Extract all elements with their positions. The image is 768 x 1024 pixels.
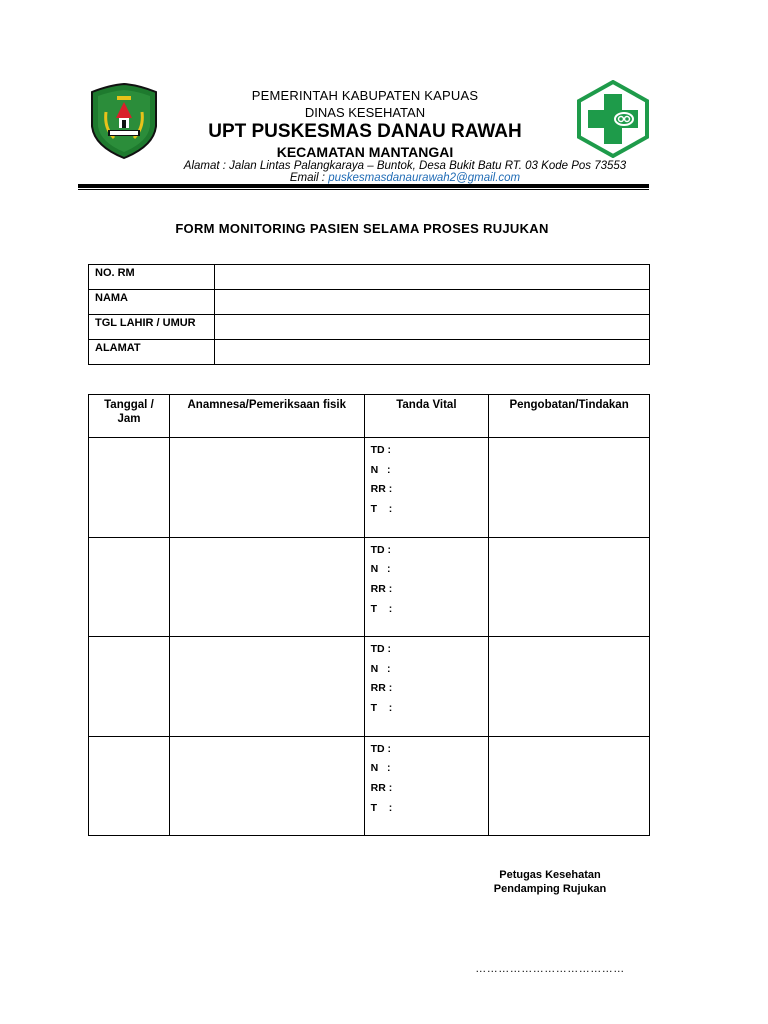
- form-title: FORM MONITORING PASIEN SELAMA PROSES RUJUKAN: [175, 221, 549, 236]
- vital-sign-label: T :: [370, 503, 393, 516]
- vital-signs-list: [365, 538, 489, 620]
- monitoring-row: [89, 736, 650, 836]
- anamnesis-cell[interactable]: [169, 637, 364, 737]
- vital-sign-label: N :: [370, 463, 391, 476]
- monitoring-row: [89, 537, 650, 637]
- identity-row: [89, 290, 650, 315]
- date-time-cell[interactable]: [89, 537, 170, 637]
- department-name: DINAS KESEHATAN: [304, 105, 426, 120]
- email-line: [150, 172, 660, 184]
- identity-value-field[interactable]: [215, 340, 650, 365]
- vital-sign-label: TD :: [370, 742, 392, 755]
- regency-emblem-icon: [88, 82, 160, 160]
- identity-value-field[interactable]: [215, 265, 650, 290]
- email-label: Email :: [289, 172, 329, 184]
- vital-signs-cell[interactable]: [364, 537, 489, 637]
- vital-sign-label: TD :: [370, 543, 392, 556]
- signature-block: [470, 868, 630, 896]
- treatment-cell[interactable]: [489, 637, 650, 737]
- monitoring-table: [88, 394, 650, 836]
- vital-sign-label: RR :: [370, 483, 393, 496]
- email-link[interactable]: puskesmasdanaurawah2@gmail.com: [328, 172, 521, 184]
- vital-sign-label: T :: [370, 702, 393, 715]
- vital-sign-label: TD :: [370, 444, 392, 456]
- vital-sign-label: RR :: [370, 582, 393, 595]
- vital-signs-list: [365, 438, 489, 520]
- vital-signs-cell[interactable]: [364, 736, 489, 836]
- vital-sign-label: N :: [370, 762, 391, 775]
- date-time-cell[interactable]: [89, 438, 170, 538]
- district-name: KECAMATAN MANTANGAI: [276, 144, 454, 160]
- vital-sign-label: N :: [370, 662, 391, 675]
- signer-title-line1: Petugas Kesehatan: [499, 869, 601, 881]
- signature-line[interactable]: …………………………………: [475, 963, 625, 975]
- column-header-date-time: [89, 395, 170, 438]
- clinic-name: UPT PUSKESMAS DANAU RAWAH: [208, 121, 522, 142]
- anamnesis-cell[interactable]: [169, 537, 364, 637]
- vital-sign-label: TD :: [370, 643, 392, 655]
- date-time-cell[interactable]: [89, 736, 170, 836]
- header-rule-thin: [78, 189, 649, 190]
- identity-label: TGL LAHIR / UMUR: [89, 315, 215, 340]
- column-header-label: Tanggal / Jam: [104, 399, 154, 425]
- column-header-anamnesis: Anamnesa/Pemeriksaan fisik: [169, 395, 364, 438]
- vital-sign-label: N :: [370, 563, 391, 576]
- identity-value-field[interactable]: [215, 290, 650, 315]
- column-header-vital-signs: Tanda Vital: [364, 395, 489, 438]
- vital-sign-label: T :: [370, 801, 393, 814]
- treatment-cell[interactable]: [489, 736, 650, 836]
- patient-identity-table: [88, 264, 650, 365]
- identity-row: [89, 315, 650, 340]
- anamnesis-cell[interactable]: [169, 736, 364, 836]
- anamnesis-cell[interactable]: [169, 438, 364, 538]
- treatment-cell[interactable]: [489, 438, 650, 538]
- date-time-cell[interactable]: [89, 637, 170, 737]
- identity-row: [89, 340, 650, 365]
- identity-value-field[interactable]: [215, 315, 650, 340]
- vital-signs-list: [365, 737, 489, 819]
- vital-signs-list: [365, 637, 489, 719]
- identity-row: [89, 265, 650, 290]
- vital-sign-label: T :: [370, 602, 393, 615]
- address-line: Alamat : Jalan Lintas Palangkaraya – Buntok, Desa Bukit Batu RT. 03 Kode Pos 73553: [183, 160, 627, 172]
- monitoring-row: [89, 438, 650, 538]
- vital-sign-label: RR :: [370, 682, 393, 695]
- treatment-cell[interactable]: [489, 537, 650, 637]
- vital-signs-cell[interactable]: [364, 438, 489, 538]
- government-name: PEMERINTAH KABUPATEN KAPUAS: [251, 88, 479, 103]
- identity-label: NO. RM: [89, 265, 215, 290]
- identity-label: NAMA: [89, 290, 215, 315]
- identity-label: ALAMAT: [89, 340, 215, 365]
- vital-signs-cell[interactable]: [364, 637, 489, 737]
- vital-sign-label: RR :: [370, 781, 393, 794]
- monitoring-row: [89, 637, 650, 737]
- column-header-treatment: Pengobatan/Tindakan: [489, 395, 650, 438]
- puskesmas-cross-icon: [575, 80, 651, 158]
- signer-title-line2: Pendamping Rujukan: [493, 883, 607, 895]
- monitoring-header-row: [89, 395, 650, 438]
- header-rule-thick: [78, 184, 649, 188]
